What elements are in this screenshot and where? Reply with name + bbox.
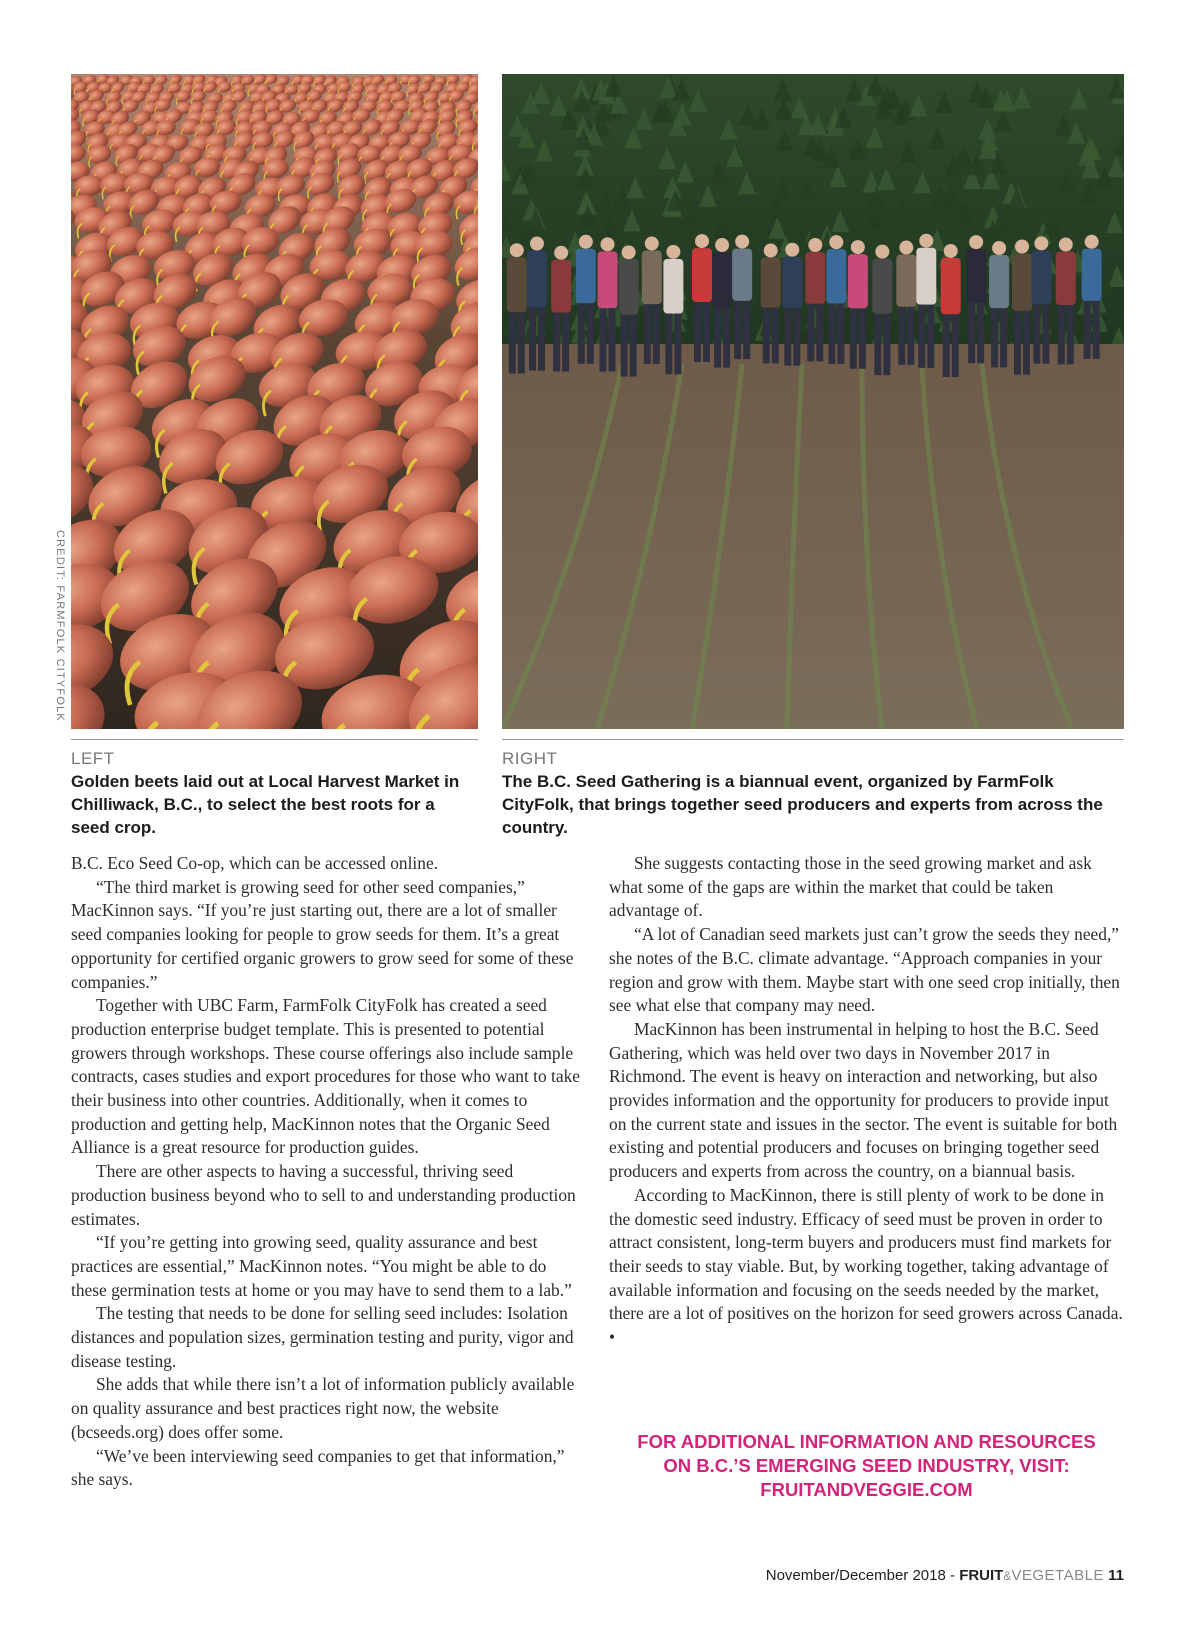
caption-right-text: The B.C. Seed Gathering is a biannual event, organized by FarmFolk CityFolk, that brings together seed producers and experts from across the country. [502, 772, 1103, 837]
paragraph: She adds that while there isn’t a lot of information publicly available on quality assurance and best practices right now, the website (bcseeds.org) does offer some. [71, 1374, 575, 1442]
caption-left [71, 739, 478, 839]
brand-fruit: FRUIT [959, 1567, 1004, 1584]
brand-ampersand: & [1003, 1569, 1012, 1583]
seed-gathering-photo [502, 74, 1124, 729]
caption-right-label: RIGHT [502, 749, 558, 768]
caption-right [502, 739, 1124, 839]
paragraph: She suggests contacting those in the seed growing market and ask what some of the gaps are within the market that could be taken advantage of. [609, 853, 1092, 921]
paragraph: “If you’re getting into growing seed, quality assurance and best practices are essential,” MacKinnon notes. “You might be able to do these germination tests at home or you may have to send them to a lab.” [71, 1232, 572, 1300]
paragraph: According to MacKinnon, there is still plenty of work to be done in the domestic seed industry. Efficacy of seed must be proven in order to attract consistent, long-term buyers and producers must find markets for their seeds to stay viable. But, by working together, taking advantage of available information and focusing on the seeds needed by the market, there are a lot of positives on the horizon for seed growers across Canada. • [609, 1184, 1123, 1348]
brand-vegetable: VEGETABLE [1011, 1567, 1104, 1584]
photo-credit: CREDIT: FARMFOLK CITYFOLK [54, 530, 66, 722]
caption-left-text: Golden beets laid out at Local Harvest Market in Chilliwack, B.C., to select the best roots for a seed crop. [71, 772, 460, 837]
beets-photo [71, 74, 478, 729]
resources-line-1: FOR ADDITIONAL INFORMATION AND RESOURCES [637, 1431, 1096, 1452]
issue-date: November/December 2018 - [765, 1567, 956, 1584]
paragraph: “We’ve been interviewing seed companies to get that information,” she says. [71, 1445, 565, 1490]
caption-left-label: LEFT [71, 749, 115, 768]
paragraph: Together with UBC Farm, FarmFolk CityFolk has created a seed production enterprise budget template. This is presented to potential growers through workshops. These course offerings also include sample contracts, cases studies and export procedures for those who want to take their business into other countries. Additionally, when it comes to production and getting help, MacKinnon notes that the Organic Seed Alliance is a great resource for production guides. [71, 995, 580, 1158]
page-number: 11 [1108, 1567, 1124, 1584]
paragraph: “A lot of Canadian seed markets just can’t grow the seeds they need,” she notes of the B.C. climate advantage. “Approach companies in your region and grow with them. Maybe start with one seed crop initially, then see what else that company may need. [609, 924, 1120, 1016]
resources-callout [609, 1430, 1124, 1502]
article-column-left [71, 852, 586, 1492]
page-footer [600, 1567, 1124, 1584]
gathering-image [502, 74, 1124, 729]
article-column-right [609, 852, 1124, 1350]
paragraph: The testing that needs to be done for selling seed includes: Isolation distances and population sizes, germination testing and purity, vigor and disease testing. [71, 1303, 574, 1371]
beets-image [71, 74, 478, 729]
paragraph: There are other aspects to having a successful, thriving seed production business beyond who to sell to and understanding production estimates. [71, 1161, 576, 1229]
resources-line-2: ON B.C.’S EMERGING SEED INDUSTRY, VISIT: [663, 1455, 1070, 1476]
paragraph: MacKinnon has been instrumental in helping to host the B.C. Seed Gathering, which was held over two days in November 2017 in Richmond. The event is heavy on interaction and networking, but also provides information and the opportunity for producers to provide input on the current state and issues in the sector. The event is suitable for both existing and potential producers and focuses on bringing together seed producers and experts from across the country, on a biannual basis. [609, 1018, 1118, 1182]
paragraph: B.C. Eco Seed Co-op, which can be accessed online. [71, 853, 439, 873]
paragraph: “The third market is growing seed for other seed companies,” MacKinnon says. “If you’re just starting out, there are a lot of smaller seed companies looking for people to grow seeds for them. It’s a great opportunity for certified organic growers to grow seed for some of these companies.” [71, 876, 574, 992]
resources-link[interactable]: FRUITANDVEGGIE.COM [760, 1479, 973, 1500]
